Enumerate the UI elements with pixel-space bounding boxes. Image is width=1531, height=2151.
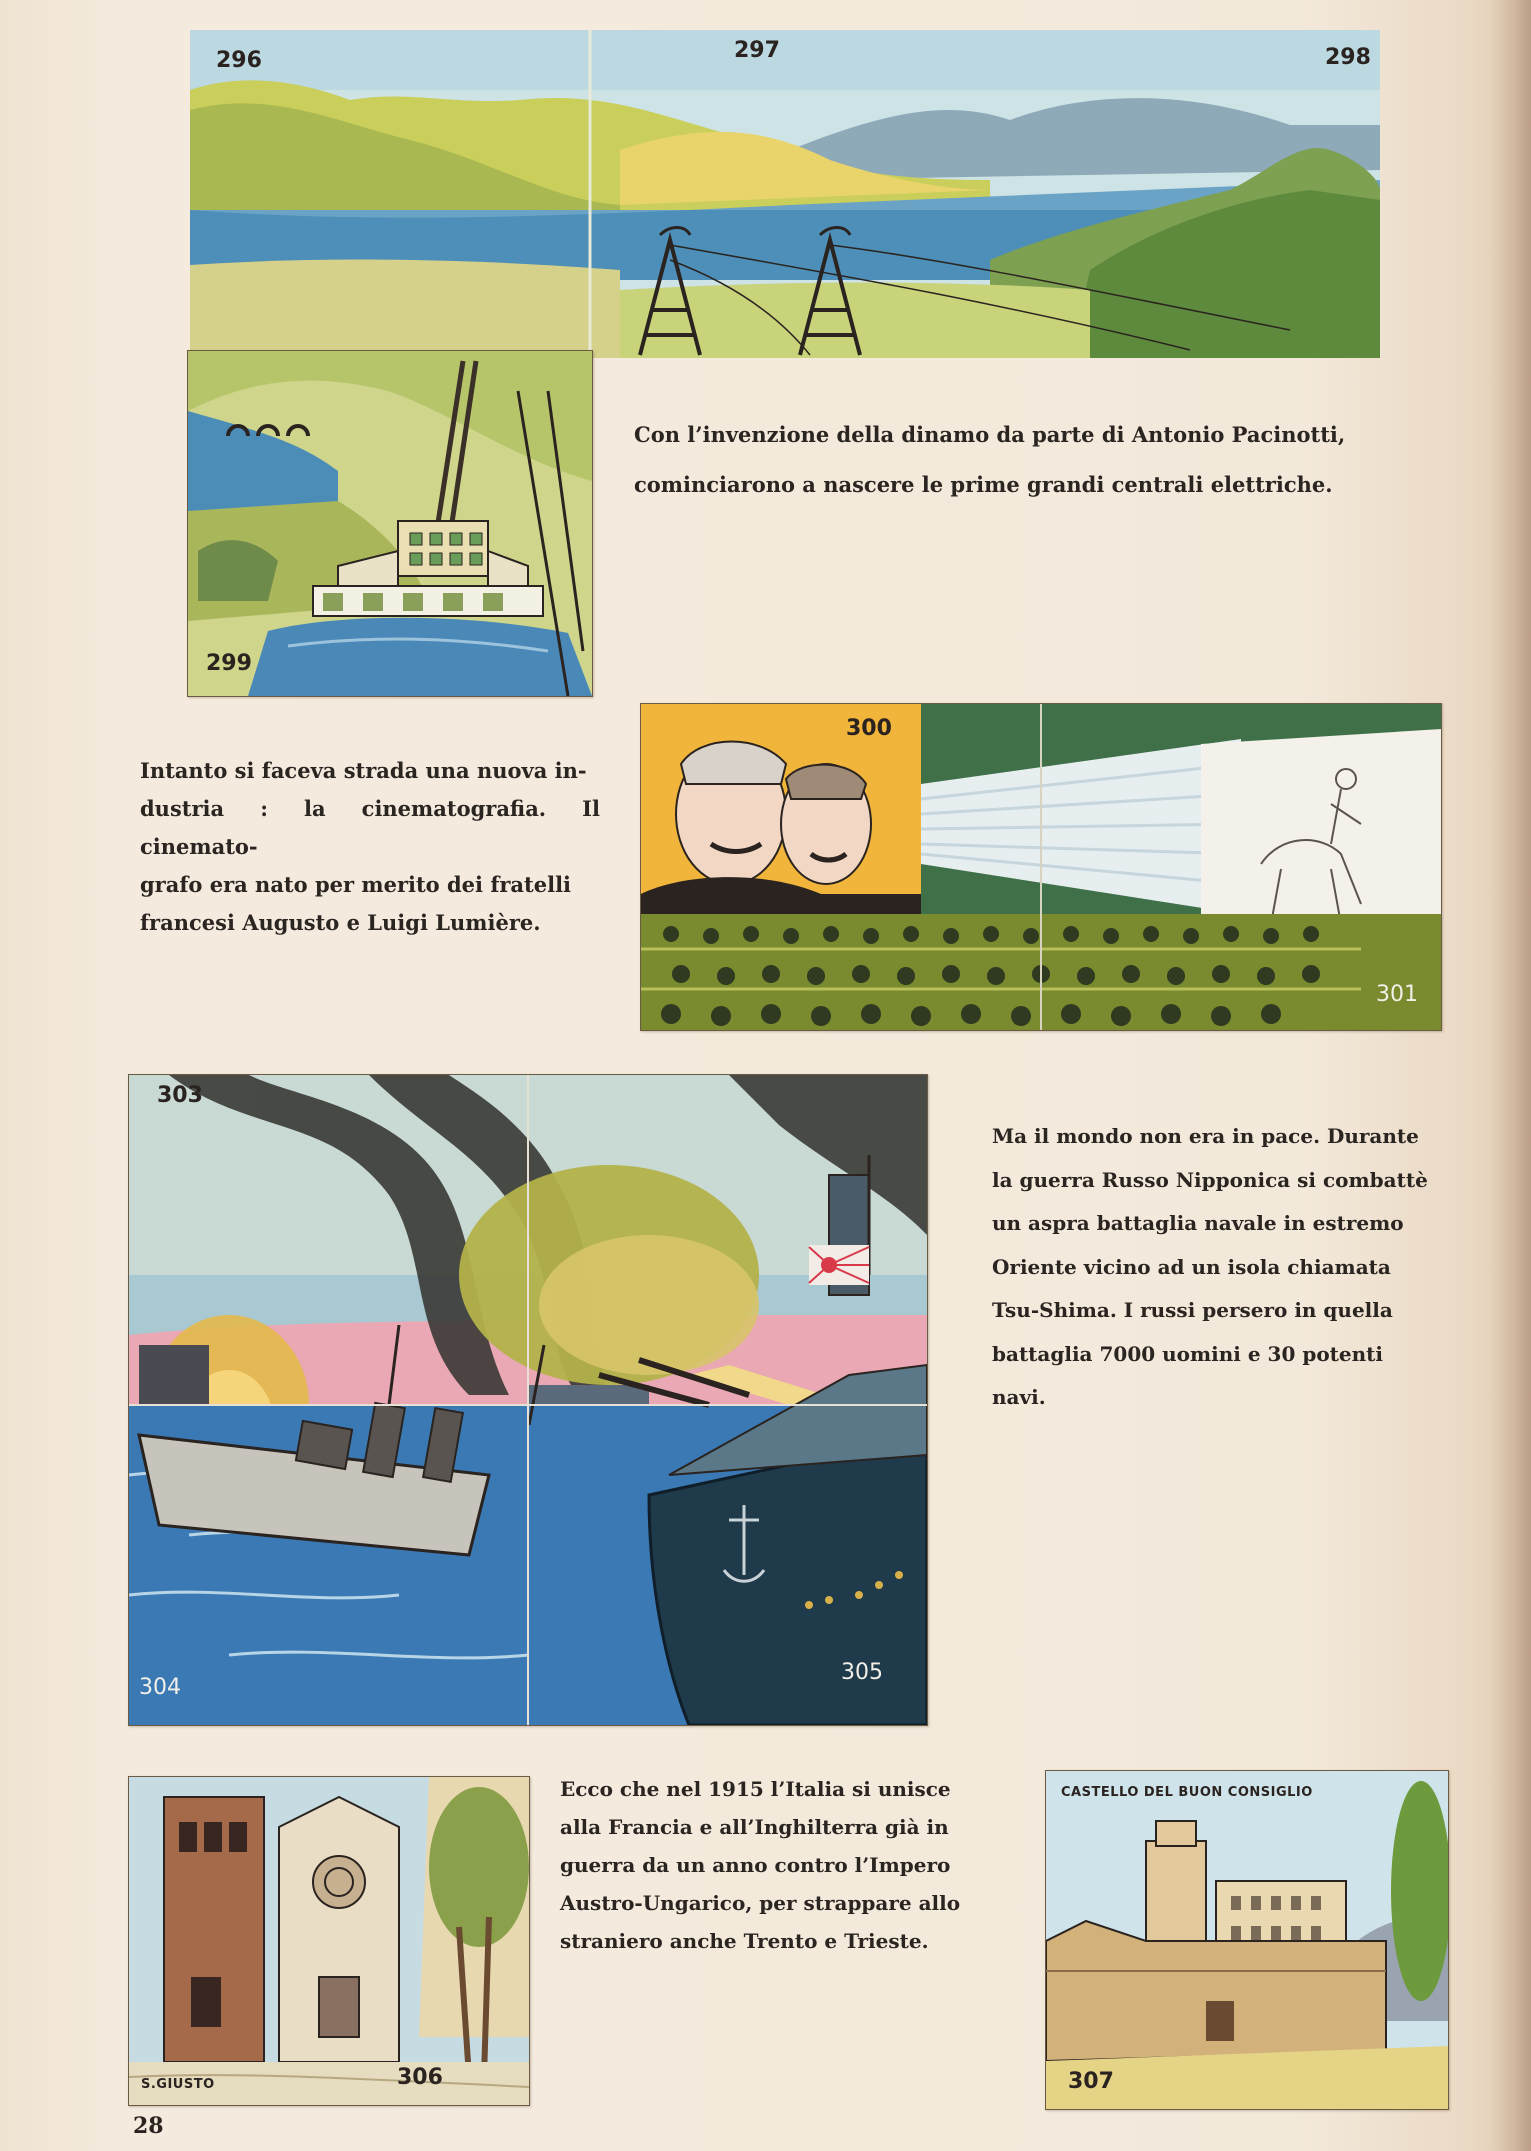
text-cinema [140,752,600,942]
castello-illustration [1046,1771,1448,2109]
text-italia [560,1770,1022,1960]
sticker-number-296: 296 [216,48,262,73]
text-cinema-line-3: grafo era nato per merito dei fratelli [140,872,572,897]
text-guerra-line-5: Tsu-Shima. I russi persero in quella [992,1298,1393,1322]
sticker-san-giusto-306 [128,1776,530,2106]
text-italia-line-5: straniero anche Trento e Trieste. [560,1929,929,1953]
sticker-number-304: 304 [139,1675,181,1700]
text-guerra-line-7: navi. [992,1385,1046,1409]
text-guerra-line-1: Ma il mondo non era in pace. Durante [992,1124,1419,1148]
text-dinamo-line-2: cominciarono a nascere le prime grandi centrali elettriche. [634,472,1333,497]
text-cinema-line-2: dustria : la cinematografia. Il cinemato- [140,796,600,859]
sticker-number-305: 305 [841,1660,883,1685]
sticker-number-301: 301 [1376,982,1418,1007]
text-guerra-line-6: battaglia 7000 uomini e 30 potenti [992,1341,1383,1366]
sticker-number-297: 297 [734,38,780,63]
text-cinema-line-4: francesi Augusto e Luigi Lumière. [140,910,541,935]
page-number: 28 [133,2113,164,2139]
text-italia-line-4: Austro-Ungarico, per strappare allo [560,1891,961,1915]
sticker-power-station-299 [187,350,593,697]
sticker-number-303: 303 [157,1083,203,1108]
cinema-illustration [641,704,1441,1030]
landscape-illustration [190,30,1380,358]
sticker-number-300: 300 [846,716,892,741]
text-italia-line-2: alla Francia e all’Inghilterra già in [560,1815,949,1839]
sticker-naval-battle-303-305 [128,1074,928,1726]
sticker-landscape-296-298 [190,30,1380,358]
page-binding-shadow [1491,0,1531,2151]
power-station-illustration [188,351,592,696]
sticker-number-307: 307 [1068,2069,1114,2094]
naval-battle-illustration [129,1075,927,1725]
text-guerra-line-2: la guerra Russo Nipponica si combattè [992,1167,1428,1192]
sticker-number-299: 299 [206,651,252,676]
text-guerra [992,1115,1452,1420]
sticker-castello-307 [1045,1770,1449,2110]
text-guerra-line-4: Oriente vicino ad un isola chiamata [992,1254,1391,1279]
text-dinamo [634,410,1394,510]
text-dinamo-line-1: Con l’invenzione della dinamo da parte di Antonio Pacinotti, [634,422,1346,447]
text-cinema-line-1: Intanto si faceva strada una nuova in- [140,758,587,783]
sticker-number-298: 298 [1325,45,1371,70]
text-italia-line-3: guerra da un anno contro l’Impero [560,1853,951,1877]
text-italia-line-1: Ecco che nel 1915 l’Italia si unisce [560,1777,951,1801]
sticker-caption-307: CASTELLO DEL BUON CONSIGLIO [1061,1785,1313,1800]
text-guerra-line-3: un aspra battaglia navale in estremo [992,1211,1404,1235]
sticker-cinema-300-301 [640,703,1442,1031]
sticker-number-306: 306 [397,2065,443,2090]
sticker-caption-306: S.GIUSTO [141,2077,215,2092]
san-giusto-illustration [129,1777,529,2105]
